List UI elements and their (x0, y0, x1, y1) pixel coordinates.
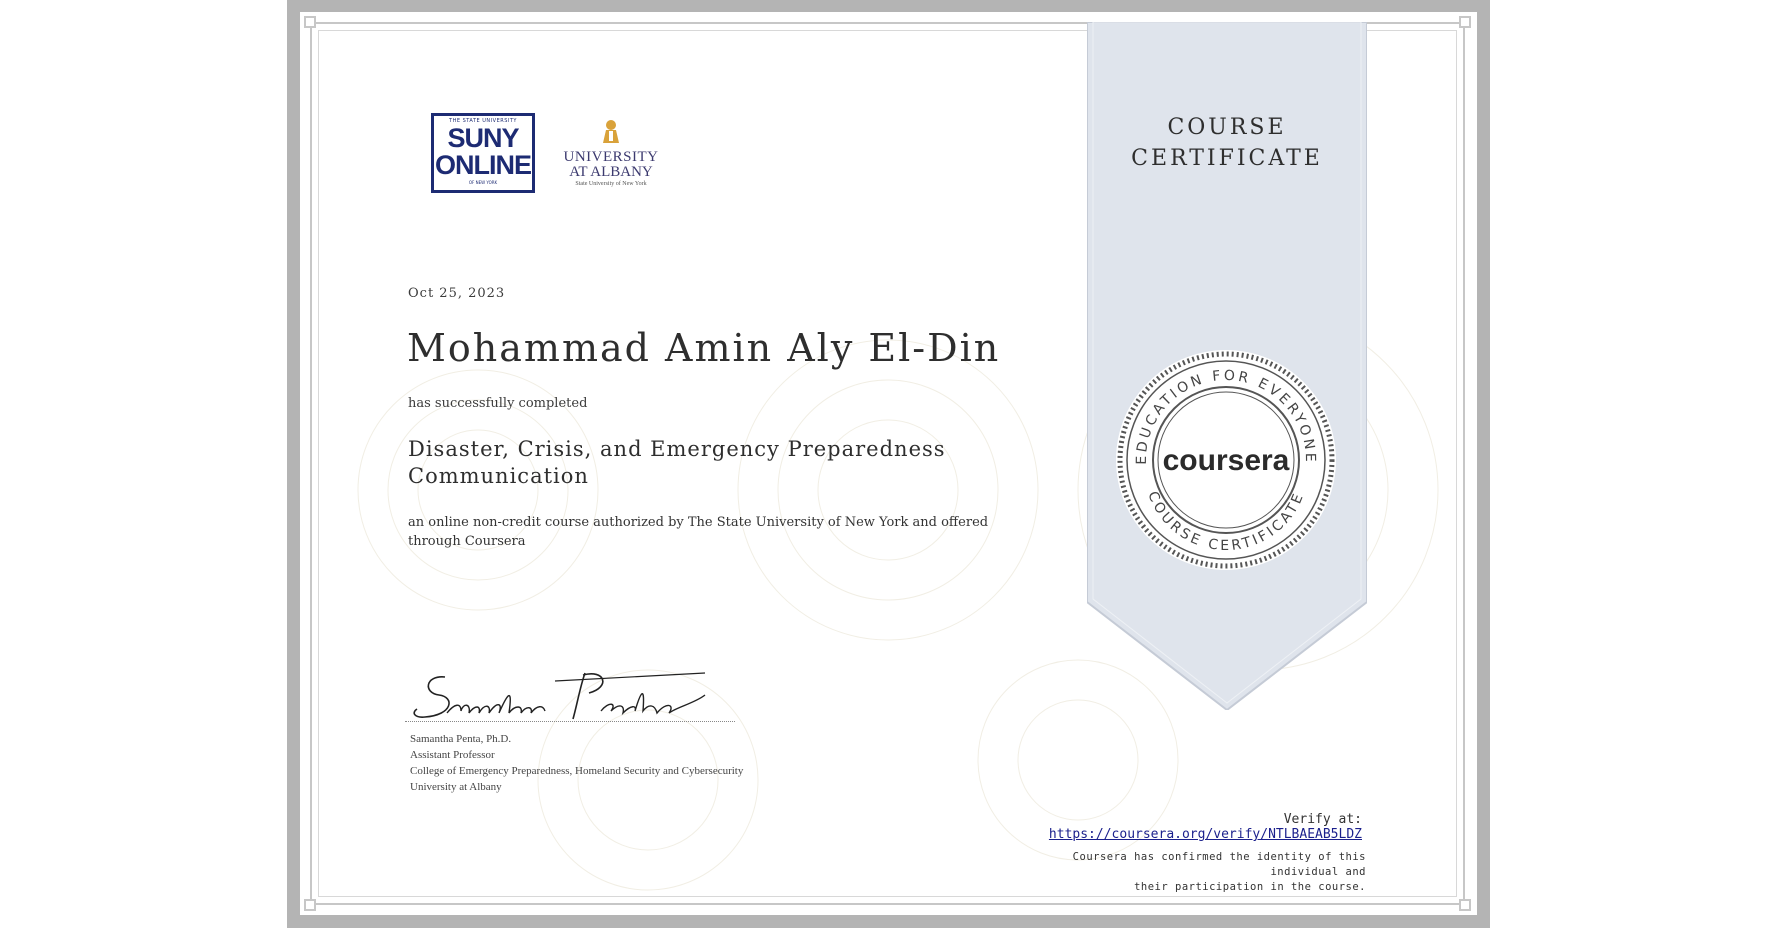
ribbon-title-line2: CERTIFICATE (1131, 146, 1323, 171)
minerva-icon (600, 118, 622, 144)
signer-name: Samantha Penta, Ph.D. (410, 733, 512, 745)
albany-line2: AT ALBANY (569, 164, 653, 180)
albany-line3: State University of New York (575, 181, 647, 187)
course-title-line2: Communication (408, 464, 589, 488)
verification-note-line2: their participation in the course. (1134, 881, 1366, 893)
seal-brand: coursera (1162, 444, 1290, 477)
suny-bottom-text: OF NEW YORK (468, 180, 498, 185)
authorization-line1: an online non-credit course authorized by The State University of New York and offered (408, 515, 989, 530)
ribbon-title (1087, 112, 1367, 174)
authorization-text (408, 513, 1008, 551)
completed-text: has successfully completed (408, 396, 588, 411)
suny-word: SUNY (447, 123, 519, 153)
university-at-albany-logo (556, 118, 666, 192)
corner-ornament (304, 16, 316, 28)
suny-online-logo (431, 113, 535, 193)
albany-line1: UNIVERSITY (563, 149, 659, 165)
corner-ornament (1459, 16, 1471, 28)
signer-block (410, 731, 743, 795)
signer-institution: University at Albany (410, 781, 502, 793)
verify-label: Verify at: (1283, 812, 1362, 827)
authorization-line2: through Coursera (408, 534, 526, 549)
verification-block (1049, 812, 1362, 843)
seal-bottom-arc: COURSE CERTIFICATE (1144, 489, 1308, 554)
course-title-line1: Disaster, Crisis, and Emergency Preparedness (408, 437, 946, 461)
course-title (408, 436, 968, 490)
signature-line (405, 721, 735, 722)
seal-top-arc: EDUCATION FOR EVERYONE (1133, 367, 1319, 465)
corner-ornament (1459, 899, 1471, 911)
recipient-name: Mohammad Amin Aly El-Din (407, 326, 1001, 370)
completion-date: Oct 25, 2023 (408, 286, 506, 301)
signer-title: Assistant Professor (410, 749, 495, 761)
online-word: ONLINE (434, 150, 531, 180)
verify-link[interactable]: https://coursera.org/verify/NTLBAEAB5LDZ (1048, 827, 1362, 842)
signature-image (405, 665, 740, 725)
ribbon-title-line1: COURSE (1167, 115, 1287, 140)
verification-note (1006, 850, 1366, 895)
suny-top-text: THE STATE UNIVERSITY (449, 118, 517, 124)
verification-note-line1: Coursera has confirmed the identity of this individual and (1072, 851, 1366, 878)
coursera-seal (1114, 348, 1338, 572)
signer-department: College of Emergency Preparedness, Homeland Security and Cybersecurity (410, 765, 744, 777)
corner-ornament (304, 899, 316, 911)
